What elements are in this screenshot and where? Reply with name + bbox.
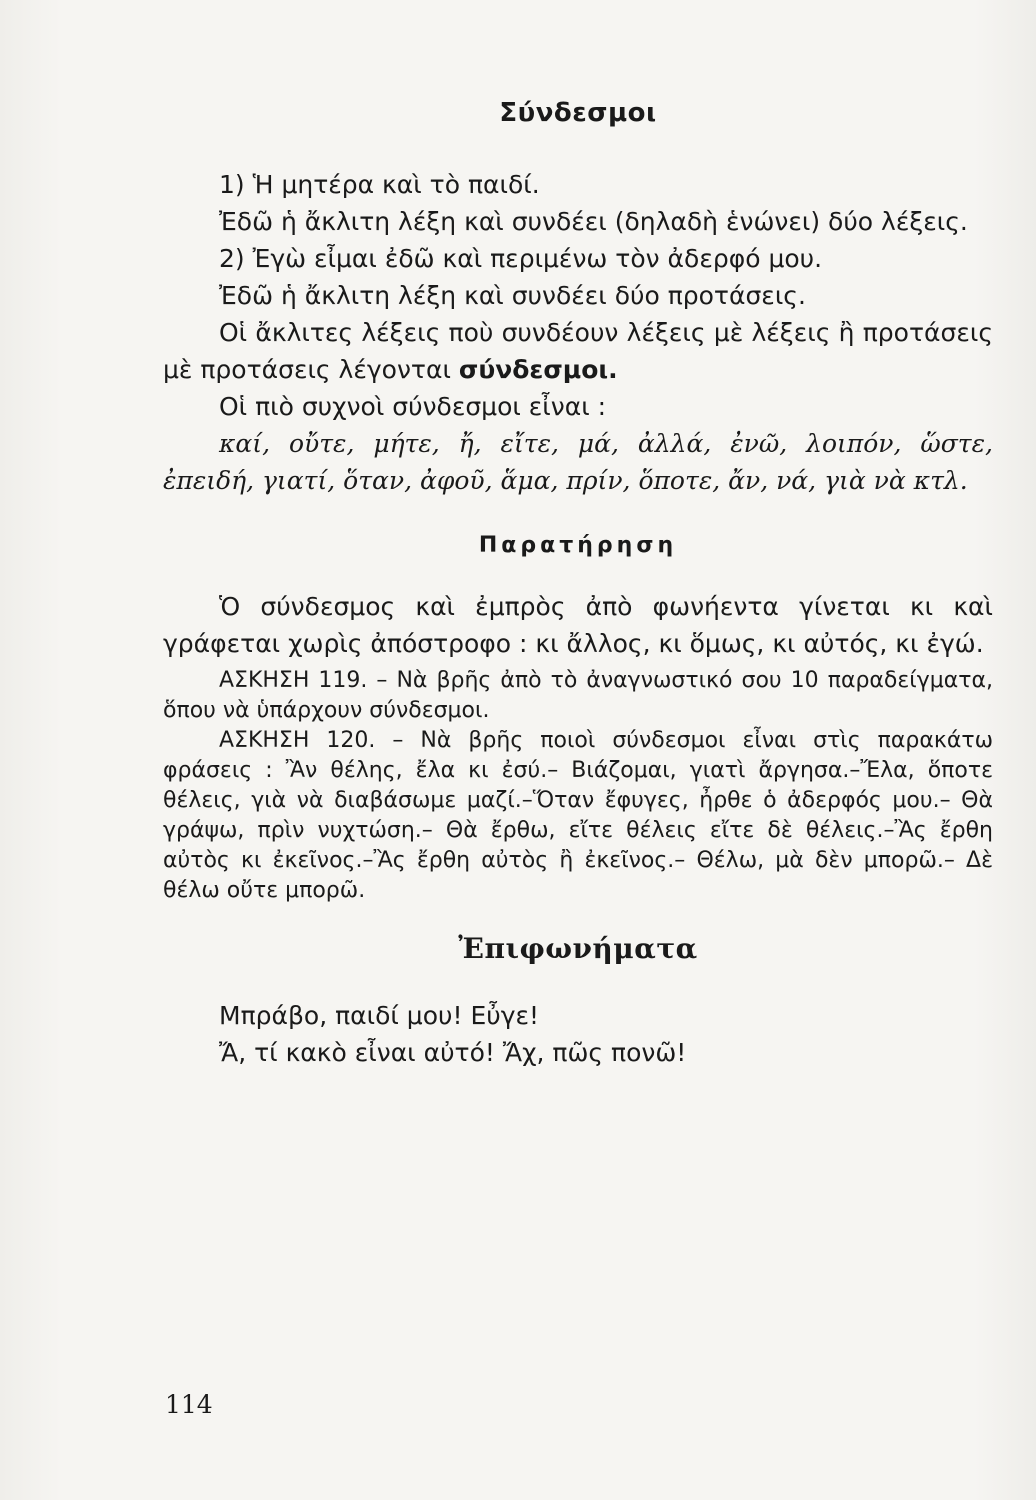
note-heading: Παρατήρηση <box>478 533 678 558</box>
example-2: 2) Ἐγὼ εἶμαι ἐδῶ καὶ περιμένω τὸν ἀδερφό μου. <box>219 244 823 273</box>
page-content <box>163 95 993 1071</box>
exercise-119: ΑΣΚΗΣΗ 119. – Νὰ βρῆς ἀπὸ τὸ ἀναγνωστικό σου 10 παραδείγματα, ὅπου νὰ ὑπάρχουν σύνδεσμοι. <box>163 668 993 723</box>
page-number: 114 <box>165 1390 213 1419</box>
section-title: Σύνδεσμοι <box>499 98 657 128</box>
interjection-example-1: Μπράβο, παιδί μου! Εὖγε! <box>219 1001 540 1030</box>
explanation-1: Ἐδῶ ἡ ἄκλιτη λέξη καὶ συνδέει (δηλαδὴ ἑνώνει) δύο λέξεις. <box>219 207 968 236</box>
common-conjunctions-intro: Οἱ πιὸ συχνοὶ σύνδεσμοι εἶναι : <box>219 392 607 421</box>
exercise-120: ΑΣΚΗΣΗ 120. – Νὰ βρῆς ποιοὶ σύνδεσμοι εἶναι στὶς παρακάτω φράσεις : Ἂν θέλης, ἔλα κι ἐσύ.– Βιάζομαι, γιατὶ ἄργησα.–Ἔλα, ὅποτε θέλεις, γιὰ νὰ διαβάσωμε μαζί.–Ὅταν ἔφυγες, ἦρθε ὁ ἀδερφός μου.– Θὰ γράψω, πρὶν νυχτώση.– Θὰ ἔρθω, εἴτε θέλεις εἴτε δὲ θέλεις.–Ἂς ἔρθη αὐτὸς κι ἐκεῖνος.–Ἂς ἔρθη αὐτὸς ἢ ἐκεῖνος.– Θέλω, μὰ δὲν μπορῶ.– Δὲ θέλω οὔτε μπορῶ. <box>163 728 993 903</box>
definition <box>163 314 993 388</box>
interjection-example-2: Ἄ, τί κακὸ εἶναι αὐτό! Ἄχ, πῶς πονῶ! <box>219 1038 687 1067</box>
note-text: Ὁ σύνδεσμος καὶ ἐμπρὸς ἀπὸ φωνήεντα γίνεται κι καὶ γράφεται χωρὶς ἀπόστροφο : κι ἄλλος, κι ὅμως, κι αὐτός, κι ἐγώ. <box>163 592 993 658</box>
explanation-2: Ἐδῶ ἡ ἄκλιτη λέξη καὶ συνδέει δύο προτάσεις. <box>219 281 806 310</box>
interjections-heading: Ἐπιφωνήματα <box>458 932 698 965</box>
common-conjunctions-list: καί, οὔτε, μήτε, ἤ, εἴτε, μά, ἀλλά, ἐνῶ, λοιπόν, ὥστε, ἐπειδή, γιατί, ὅταν, ἀφοῦ, ἅμα, πρίν, ὅποτε, ἄν, νά, γιὰ νὰ κτλ. <box>163 429 993 495</box>
example-1: 1) Ἡ μητέρα καὶ τὸ παιδί. <box>219 170 540 199</box>
definition-text: Οἱ ἄκλιτες λέξεις ποὺ συνδέουν λέξεις μὲ λέξεις ἢ προτάσεις μὲ προτάσεις λέγονται <box>163 318 993 384</box>
definition-term: σύνδεσμοι. <box>458 355 618 384</box>
